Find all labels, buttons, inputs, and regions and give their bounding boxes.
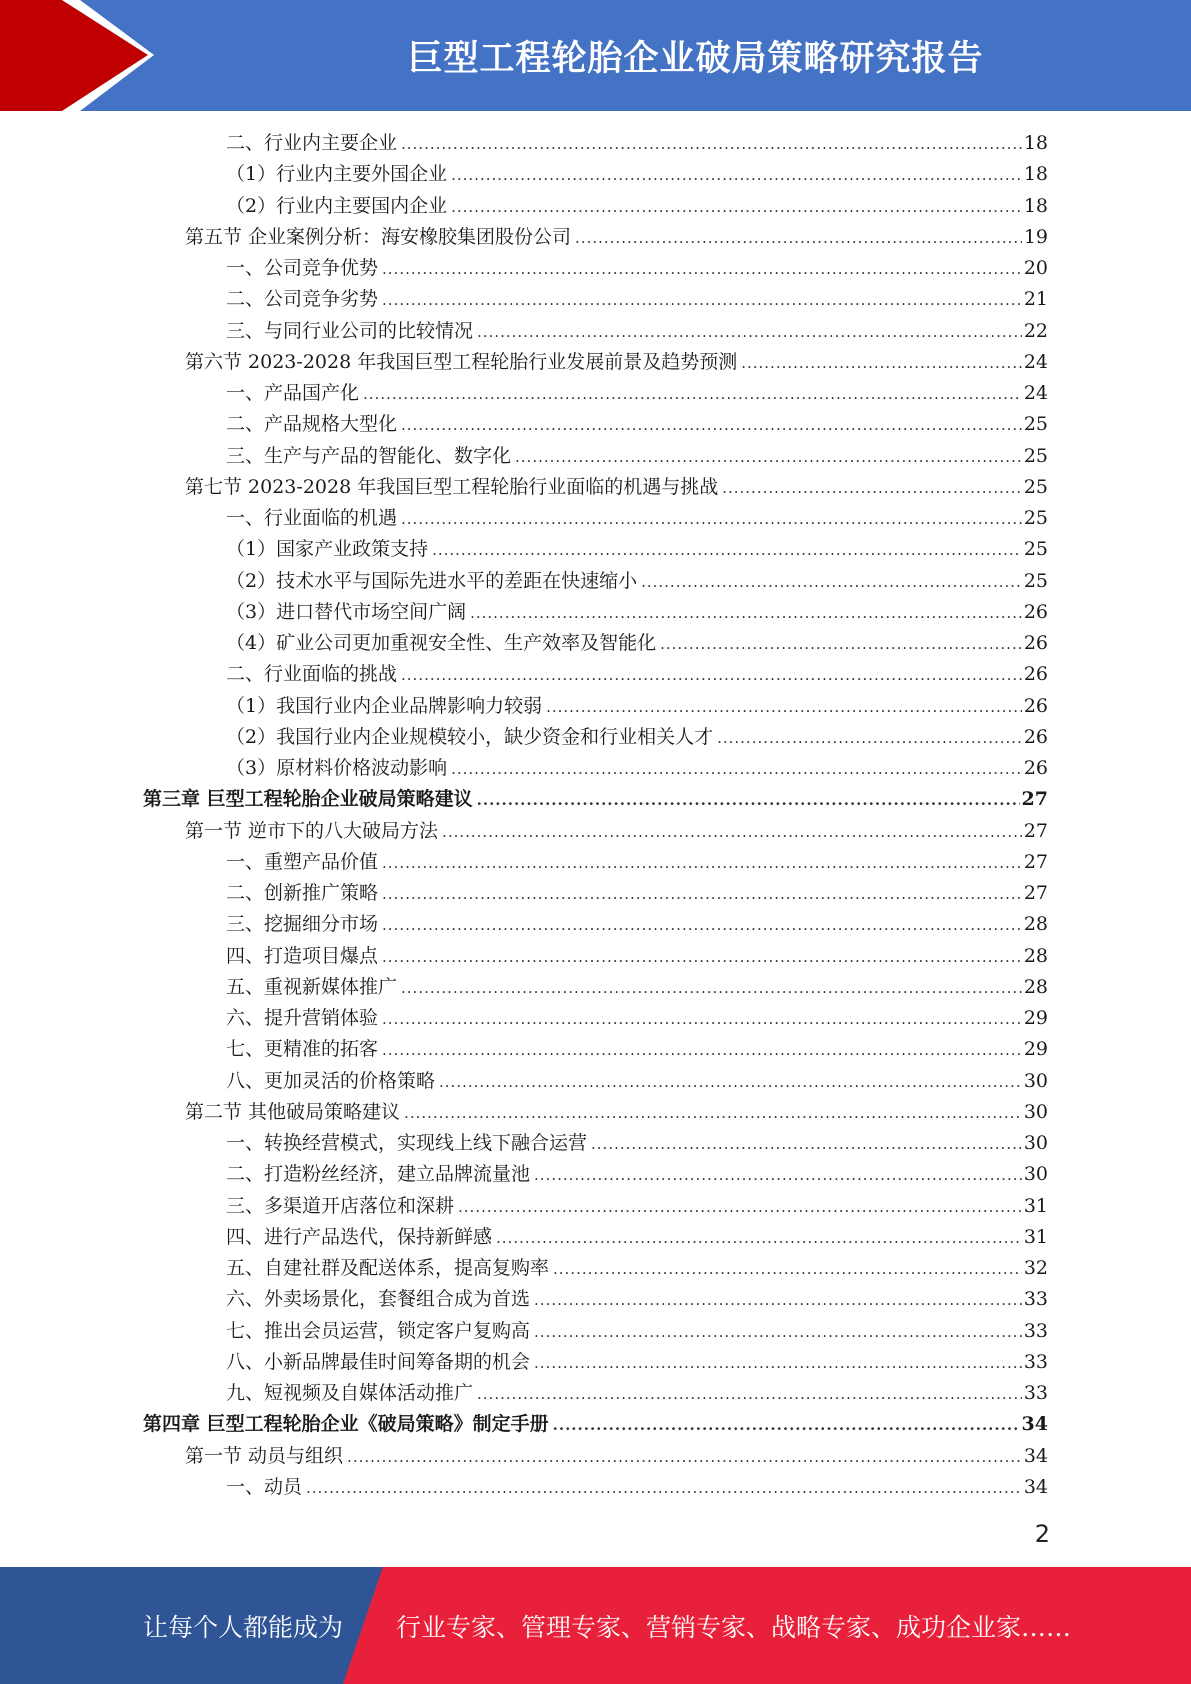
toc-entry-title: 三、生产与产品的智能化、数字化	[226, 444, 512, 467]
toc-dot-leader	[741, 347, 1022, 378]
toc-entry-title: 二、公司竞争劣势	[226, 288, 379, 311]
toc-entry-title: 第七节 2023-2028 年我国巨型工程轮胎行业面临的机遇与挑战	[185, 475, 719, 498]
toc-entry[interactable]	[226, 628, 1048, 659]
toc-dot-leader	[404, 1097, 1022, 1128]
toc-dot-leader	[451, 753, 1022, 784]
toc-dot-leader	[534, 1284, 1022, 1315]
toc-dot-leader	[470, 597, 1022, 628]
toc-dot-leader	[496, 1222, 1022, 1253]
report-footer	[0, 1567, 1191, 1684]
toc-entry[interactable]	[226, 1316, 1048, 1347]
toc-entry-page: 26	[1023, 725, 1048, 748]
toc-entry[interactable]	[226, 1222, 1048, 1253]
toc-entry[interactable]	[226, 1191, 1048, 1222]
toc-entry-page: 25	[1023, 444, 1048, 467]
toc-entry-page: 26	[1023, 757, 1048, 779]
toc-dot-leader	[722, 472, 1022, 503]
toc-entry-title: 七、推出会员运营，锁定客户复购高	[226, 1319, 531, 1342]
toc-entry[interactable]	[185, 222, 1048, 253]
header-chevron-icon	[0, 0, 160, 111]
toc-entry-page: 25	[1023, 475, 1048, 498]
toc-dot-leader	[458, 1191, 1022, 1222]
toc-entry[interactable]	[185, 1097, 1048, 1128]
toc-entry-title: 九、短视频及自媒体活动推广	[226, 1382, 474, 1404]
toc-dot-leader	[477, 316, 1022, 347]
toc-dot-leader	[477, 1378, 1022, 1409]
toc-entry[interactable]	[226, 972, 1048, 1003]
toc-dot-leader	[401, 128, 1022, 159]
toc-dot-leader	[347, 1441, 1022, 1472]
toc-entry[interactable]	[226, 128, 1048, 159]
toc-entry-title: 一、公司竞争优势	[226, 257, 379, 279]
toc-dot-leader	[575, 222, 1022, 253]
toc-dot-leader	[553, 1409, 1020, 1440]
toc-entry-page: 21	[1023, 288, 1048, 311]
toc-entry-title: （1）国家产业政策支持	[226, 538, 429, 561]
toc-entry-title: （2）行业内主要国内企业	[226, 194, 448, 217]
toc-entry-page: 27	[1023, 819, 1048, 842]
toc-dot-leader	[717, 722, 1022, 753]
toc-dot-leader	[382, 878, 1022, 909]
toc-entry[interactable]	[226, 1159, 1048, 1190]
toc-entry-page: 26	[1023, 632, 1048, 654]
toc-entry-page: 26	[1023, 694, 1048, 717]
toc-dot-leader	[442, 816, 1022, 847]
toc-entry-title: 第五节 企业案例分析：海安橡胶集团股份公司	[185, 225, 572, 248]
toc-entry[interactable]	[143, 1409, 1048, 1440]
toc-entry-title: 四、进行产品迭代，保持新鲜感	[226, 1225, 493, 1248]
toc-entry-page: 25	[1023, 569, 1048, 592]
toc-entry-page: 18	[1023, 132, 1048, 154]
toc-entry[interactable]	[226, 691, 1048, 722]
toc-entry[interactable]	[226, 1066, 1048, 1097]
toc-entry-page: 28	[1023, 913, 1048, 936]
toc-entry[interactable]	[185, 472, 1048, 503]
toc-entry-page: 29	[1023, 1038, 1048, 1061]
toc-dot-leader	[534, 1159, 1022, 1190]
toc-entry[interactable]	[226, 284, 1048, 315]
toc-entry-page: 34	[1021, 1413, 1048, 1436]
toc-entry-title: 八、更加灵活的价格策略	[226, 1069, 436, 1092]
toc-entry-page: 27	[1021, 788, 1048, 811]
toc-entry-title: 第一节 动员与组织	[185, 1444, 344, 1467]
toc-entry-title: 六、提升营销体验	[226, 1007, 379, 1029]
toc-dot-leader	[534, 1316, 1022, 1347]
toc-entry-title: 六、外卖场景化，套餐组合成为首选	[226, 1288, 531, 1311]
toc-entry[interactable]	[226, 722, 1048, 753]
toc-entry-title: 四、打造项目爆点	[226, 944, 379, 967]
toc-dot-leader	[363, 378, 1022, 409]
toc-dot-leader	[439, 1066, 1022, 1097]
toc-entry[interactable]	[226, 409, 1048, 440]
toc-entry-title: 第四章 巨型工程轮胎企业《破局策略》制定手册	[143, 1413, 549, 1436]
toc-dot-leader	[534, 1347, 1022, 1378]
toc-dot-leader	[451, 159, 1022, 190]
toc-dot-leader	[382, 941, 1022, 972]
toc-entry-page: 27	[1023, 850, 1048, 873]
toc-entry-page: 25	[1023, 538, 1048, 561]
toc-entry[interactable]	[226, 1284, 1048, 1315]
toc-entry-page: 33	[1023, 1382, 1048, 1404]
toc-entry[interactable]	[226, 441, 1048, 472]
toc-entry-title: （3）原材料价格波动影响	[226, 757, 448, 779]
toc-entry-page: 34	[1023, 1444, 1048, 1467]
toc-entry-title: 五、重视新媒体推广	[226, 975, 398, 998]
toc-entry-page: 30	[1023, 1132, 1048, 1154]
report-title: 巨型工程轮胎企业破局策略研究报告	[407, 38, 984, 79]
toc-entry-title: 第六节 2023-2028 年我国巨型工程轮胎行业发展前景及趋势预测	[185, 350, 738, 373]
toc-entry-title: 七、更精准的拓客	[226, 1038, 379, 1061]
page-number: 2	[1034, 1520, 1050, 1548]
toc-entry-page: 25	[1023, 507, 1048, 529]
toc-entry-page: 30	[1023, 1100, 1048, 1123]
toc-dot-leader	[660, 628, 1022, 659]
report-header	[0, 0, 1191, 111]
toc-entry-page: 26	[1023, 600, 1048, 623]
toc-dot-leader	[382, 253, 1022, 284]
toc-entry-title: （1）我国行业内企业品牌影响力较弱	[226, 694, 543, 717]
toc-entry-page: 31	[1023, 1225, 1048, 1248]
toc-entry-page: 30	[1023, 1163, 1048, 1186]
toc-entry-page: 28	[1023, 975, 1048, 998]
toc-entry-page: 20	[1023, 257, 1048, 279]
footer-slogan-left: 让每个人都能成为	[143, 1612, 344, 1642]
toc-entry-page: 26	[1023, 663, 1048, 686]
toc-entry[interactable]	[226, 909, 1048, 940]
toc-entry-page: 30	[1023, 1069, 1048, 1092]
toc-entry[interactable]	[226, 1128, 1048, 1159]
toc-entry-title: 一、转换经营模式，实现线上线下融合运营	[226, 1132, 588, 1154]
toc-entry-title: 一、动员	[226, 1475, 303, 1498]
toc-entry-title: （1）行业内主要外国企业	[226, 163, 448, 186]
toc-entry-page: 32	[1023, 1257, 1048, 1279]
toc-entry[interactable]	[226, 253, 1048, 284]
toc-dot-leader	[382, 1003, 1022, 1034]
toc-entry[interactable]	[226, 1003, 1048, 1034]
toc-entry-title: 二、产品规格大型化	[226, 413, 398, 436]
toc-entry[interactable]	[226, 1472, 1048, 1503]
toc-entry[interactable]	[226, 878, 1048, 909]
toc-entry-title: （2）我国行业内企业规模较小，缺少资金和行业相关人才	[226, 725, 714, 748]
footer-slogan-right: 行业专家、管理专家、营销专家、战略专家、成功企业家……	[396, 1612, 1072, 1642]
toc-entry-title: 三、多渠道开店落位和深耕	[226, 1194, 455, 1217]
toc-dot-leader	[382, 284, 1022, 315]
toc-entry-page: 18	[1023, 163, 1048, 186]
toc-entry-page: 22	[1023, 319, 1048, 342]
toc-dot-leader	[515, 441, 1022, 472]
toc-entry-page: 33	[1023, 1288, 1048, 1311]
toc-dot-leader	[382, 909, 1022, 940]
toc-entry-title: 八、小新品牌最佳时间筹备期的机会	[226, 1350, 531, 1373]
toc-entry-page: 24	[1023, 350, 1048, 373]
toc-dot-leader	[401, 503, 1022, 534]
toc-entry-title: 第三章 巨型工程轮胎企业破局策略建议	[143, 788, 473, 811]
toc-dot-leader	[401, 659, 1022, 690]
toc-entry[interactable]	[226, 753, 1048, 784]
toc-entry[interactable]	[226, 1253, 1048, 1284]
toc-entry[interactable]	[226, 1347, 1048, 1378]
toc-entry-title: 二、行业内主要企业	[226, 132, 398, 154]
toc-entry-title: （3）进口替代市场空间广阔	[226, 600, 467, 623]
toc-dot-leader	[306, 1472, 1022, 1503]
toc-entry[interactable]	[226, 159, 1048, 190]
toc-entry-page: 33	[1023, 1319, 1048, 1342]
toc-entry-page: 27	[1023, 882, 1048, 904]
toc-entry[interactable]	[185, 816, 1048, 847]
toc-entry[interactable]	[185, 1441, 1048, 1472]
toc-entry[interactable]	[226, 534, 1048, 565]
toc-entry-title: 二、创新推广策略	[226, 882, 379, 904]
toc-entry-page: 33	[1023, 1350, 1048, 1373]
toc-entry[interactable]	[226, 659, 1048, 690]
toc-dot-leader	[382, 847, 1022, 878]
toc-entry[interactable]	[226, 378, 1048, 409]
toc-entry-title: 三、挖掘细分市场	[226, 913, 379, 936]
toc-dot-leader	[553, 1253, 1022, 1284]
toc-entry-page: 28	[1023, 944, 1048, 967]
toc-dot-leader	[591, 1128, 1022, 1159]
toc-entry[interactable]	[226, 1034, 1048, 1065]
toc-dot-leader	[477, 784, 1020, 815]
toc-entry-title: （4）矿业公司更加重视安全性、生产效率及智能化	[226, 632, 657, 654]
toc-entry-page: 25	[1023, 413, 1048, 436]
toc-entry[interactable]	[226, 1378, 1048, 1409]
toc-dot-leader	[451, 191, 1022, 222]
toc-entry-page: 19	[1023, 225, 1048, 248]
toc-entry-title: 二、行业面临的挑战	[226, 663, 398, 686]
toc-entry-page: 34	[1023, 1475, 1048, 1498]
toc-entry-title: 三、与同行业公司的比较情况	[226, 319, 474, 342]
toc-entry[interactable]	[226, 316, 1048, 347]
toc-entry[interactable]	[226, 597, 1048, 628]
toc-entry[interactable]	[226, 503, 1048, 534]
toc-dot-leader	[546, 691, 1022, 722]
toc-entry[interactable]	[226, 847, 1048, 878]
toc-entry-title: （2）技术水平与国际先进水平的差距在快速缩小	[226, 569, 638, 592]
toc-entry-title: 一、产品国产化	[226, 382, 360, 404]
toc-entry[interactable]	[143, 784, 1048, 815]
toc-entry-title: 一、行业面临的机遇	[226, 507, 398, 529]
toc-entry-title: 第二节 其他破局策略建议	[185, 1100, 401, 1123]
toc-entry-page: 31	[1023, 1194, 1048, 1217]
toc-dot-leader	[641, 566, 1022, 597]
toc-entry-page: 24	[1023, 382, 1048, 404]
toc-dot-leader	[432, 534, 1022, 565]
toc-dot-leader	[401, 409, 1022, 440]
toc-dot-leader	[401, 972, 1022, 1003]
toc-dot-leader	[382, 1034, 1022, 1065]
toc-entry-page: 18	[1023, 194, 1048, 217]
toc-entry-title: 一、重塑产品价值	[226, 850, 379, 873]
toc-entry-title: 第一节 逆市下的八大破局方法	[185, 819, 439, 842]
toc-entry[interactable]	[226, 566, 1048, 597]
toc-entry-title: 二、打造粉丝经济，建立品牌流量池	[226, 1163, 531, 1186]
toc-entry[interactable]	[185, 347, 1048, 378]
toc-entry-page: 29	[1023, 1007, 1048, 1029]
toc-entry-title: 五、自建社群及配送体系，提高复购率	[226, 1257, 550, 1279]
toc-entry[interactable]	[226, 191, 1048, 222]
toc-entry[interactable]	[226, 941, 1048, 972]
